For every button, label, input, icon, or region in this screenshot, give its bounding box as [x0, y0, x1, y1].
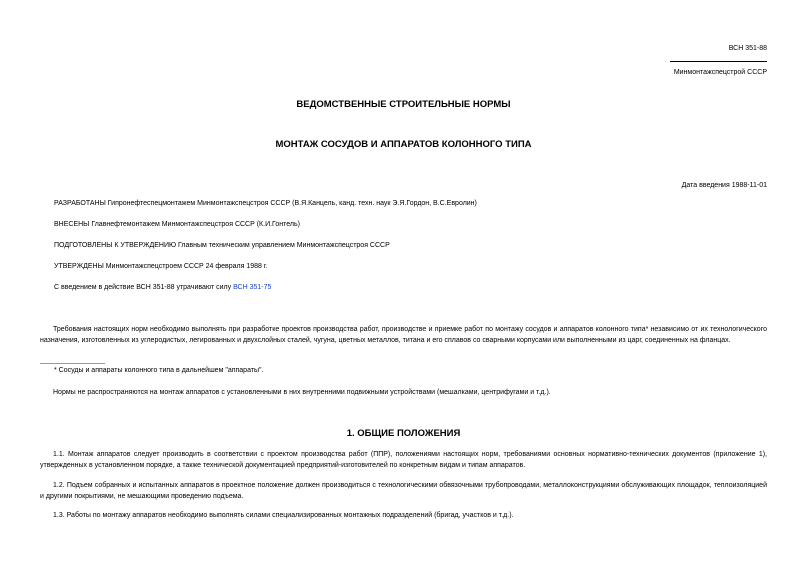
introduction-date: Дата введения 1988-11-01 — [681, 182, 767, 189]
scope-exclusion-paragraph: Нормы не распространяются на монтаж аппаратов с установленными в них внутренними подвижными устройствами (мешалками, центрифугами и т.д.). — [53, 389, 551, 396]
supersedes-line — [54, 284, 271, 293]
footnote: * Сосуды и аппараты колонного типа в дальнейшем "аппараты". — [54, 367, 264, 374]
document-title: МОНТАЖ СОСУДОВ И АППАРАТОВ КОЛОННОГО ТИПА — [275, 139, 532, 150]
section-title: 1. ОБЩИЕ ПОЛОЖЕНИЯ — [346, 428, 461, 439]
superseded-standard-link[interactable]: ВСН 351-75 — [233, 284, 272, 291]
clause-1-1: 1.1. Монтаж аппаратов следует производить в соответствии с проектом производства работ (ППР), положениями настоящих норм, требованиями основных нормативно-технических документов (приложение 1), утвержденных в установленном порядке, а также технической документацией предприятий-изготовителей по конкретным видам и типам аппаратов. — [40, 451, 767, 469]
header-divider — [670, 61, 767, 62]
requirements-paragraph: Требования настоящих норм необходимо выполнять при разработке проектов производства работ, производстве и приемке работ по монтажу сосудов и аппаратов колонного типа* независимо от их технологического назначения, изготовленных из углеродистых, легированных и двухслойных сталей, чугуна, цветных металлов, титана и его сплавов со сварными корпусами или выполненными из царг, соединенных на фланцах. — [40, 326, 767, 344]
footnote-divider — [40, 363, 105, 364]
issuing-organization: Минмонтажспецстрой СССР — [673, 69, 767, 76]
introduced-by: ВНЕСЕНЫ Главнефтемонтажем Минмонтажспецстроя СССР (К.И.Гонтель) — [54, 221, 300, 228]
supersedes-text: С введением в действие ВСН 351-88 утрачивают силу — [54, 284, 234, 291]
developed-by: РАЗРАБОТАНЫ Гипронефтеспецмонтажем Минмонтажспецстроя СССР (В.Я.Канцель, канд. техн. наук Э.Я.Гордон, В.С.Евролин) — [54, 200, 477, 207]
document-category-title: ВЕДОМСТВЕННЫЕ СТРОИТЕЛЬНЫЕ НОРМЫ — [296, 99, 511, 110]
prepared-by: ПОДГОТОВЛЕНЫ К УТВЕРЖДЕНИЮ Главным техническим управлением Минмонтажспецстроя СССР — [54, 242, 390, 249]
clause-1-2: 1.2. Подъем собранных и испытанных аппаратов в проектное положение должен производиться с технологическими обвязочными трубопроводами, металлоконструкциями обслуживающих площадок, теплоизоляцией и другими покрытиями, не мешающими проведению подъема. — [40, 482, 767, 500]
document-code: ВСН 351-88 — [728, 45, 767, 52]
approved-by: УТВЕРЖДЕНЫ Минмонтажспецстроем СССР 24 февраля 1988 г. — [54, 263, 268, 270]
clause-1-3: 1.3. Работы по монтажу аппаратов необходимо выполнять силами специализированных монтажных подразделений (бригад, участков и т.д.). — [53, 512, 514, 519]
